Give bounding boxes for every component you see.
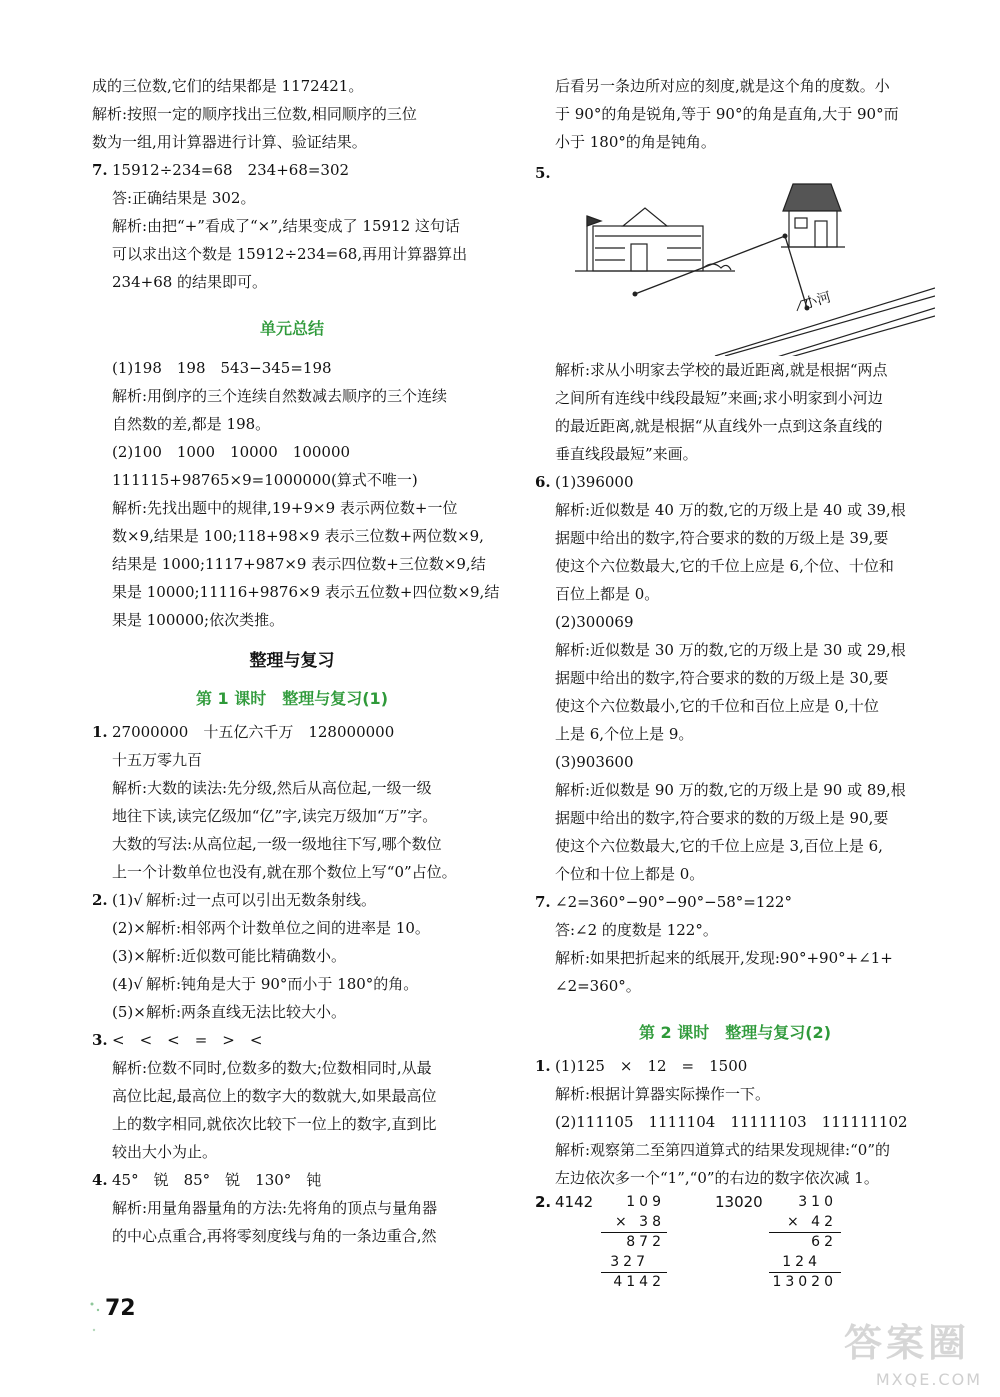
question-1	[535, 1052, 935, 1080]
analysis-line: 解析:如果把折起来的纸展开,发现:90°+90°+∠1+	[555, 949, 893, 967]
house-icon	[781, 184, 845, 247]
question-2-item	[92, 942, 492, 970]
school-icon	[575, 208, 735, 271]
answer: 13020	[715, 1193, 763, 1211]
answer-line: 十五万零九百	[112, 751, 203, 769]
question-7	[535, 888, 935, 916]
question-number: 1.	[535, 1057, 551, 1075]
analysis-line: 使这个六位数最小,它的千位和百位上应是 0,十位	[555, 697, 879, 715]
analysis-line: 据题中给出的数字,符合要求的数的万级上是 39,要	[555, 529, 889, 547]
decorative-dots-icon	[88, 1300, 102, 1340]
answer-line: (2)100 1000 10000 100000	[112, 443, 351, 461]
judgement-mark: (4)√	[112, 975, 143, 993]
calc-b-partial-1: 62	[811, 1234, 837, 1250]
analysis-text: 解析:钝角是大于 90°而小于 180°的角。	[146, 975, 419, 993]
analysis-line: 果是 100000;依次类推。	[112, 611, 285, 629]
question-2-item	[92, 998, 492, 1026]
section-heading-review: 整理与复习	[249, 651, 335, 671]
answer: (1)396000	[555, 473, 634, 491]
judgement-mark: (2)×	[112, 919, 146, 937]
analysis-line: 解析:按照一定的顺序找出三位数,相同顺序的三位	[92, 105, 417, 123]
analysis-line: 后看另一条边所对应的刻度,就是这个角的度数。小	[555, 77, 890, 95]
calc-a-multiplicand: 109	[626, 1194, 665, 1210]
analysis-line: 垂直线段最短”来画。	[555, 445, 698, 463]
analysis-line: 解析:根据计算器实际操作一下。	[555, 1085, 771, 1103]
analysis-line: 结果是 1000;1117+987×9 表示四位数+三位数×9,结	[112, 555, 486, 573]
analysis-line: 左边依次多一个“1”,“0”的右边的数字依次减 1。	[555, 1169, 879, 1187]
judgement-mark: (3)×	[112, 947, 146, 965]
analysis-line: 解析:由把“+”看成了“×”,结果变成了 15912 这句话	[112, 217, 460, 235]
analysis-line: 较出大小为止。	[112, 1143, 218, 1161]
river-label: 小河	[801, 289, 833, 313]
calc-a-result: 4142	[613, 1274, 665, 1290]
analysis-line: 据题中给出的数字,符合要求的数的万级上是 90,要	[555, 809, 889, 827]
analysis-line: 之间所有连线中线段最短”来画;求小明家到小河边	[555, 389, 883, 407]
analysis-line: 个位和十位上都是 0。	[555, 865, 705, 883]
answer: < < < = > <	[112, 1031, 263, 1049]
analysis-line: 果是 10000;11116+9876×9 表示五位数+四位数×9,结	[112, 583, 500, 601]
analysis-line: ∠2=360°。	[555, 977, 641, 995]
text-line: 成的三位数,它们的结果都是 1172421。	[92, 77, 364, 95]
question-4	[92, 1166, 492, 1194]
watermark-url: MXQE.COM	[875, 1370, 982, 1389]
analysis-line: 234+68 的结果即可。	[112, 273, 268, 291]
judgement-mark: (1)√	[112, 891, 143, 909]
analysis-line: 解析:大数的读法:先分级,然后从高位起,一级一级	[112, 779, 432, 797]
answer: 4142	[555, 1193, 594, 1211]
analysis-text: 解析:近似数可能比精确数小。	[146, 947, 347, 965]
analysis-line: 可以求出这个数是 15912÷234=68,再用计算器算出	[112, 245, 468, 263]
calc-a-multiplier: × 38	[615, 1214, 665, 1230]
analysis-line: 解析:用量角器量角的方法:先将角的顶点与量角器	[112, 1199, 438, 1217]
analysis-line: 解析:用倒序的三个连续自然数减去顺序的三个连续	[112, 387, 448, 405]
question-number: 7.	[535, 893, 551, 911]
answer-line: (1)198 198 543−345=198	[112, 359, 332, 377]
answer-line: (2)111105 1111104 11111103 111111102	[555, 1113, 908, 1131]
question-number: 2.	[535, 1193, 552, 1211]
analysis-line: 数为一组,用计算器进行计算、验证结果。	[92, 133, 367, 151]
analysis-line: 解析:求从小明家去学校的最近距离,就是根据“两点	[555, 361, 888, 379]
question-2-item	[92, 886, 492, 914]
question-number: 4.	[92, 1171, 108, 1189]
analysis-line: 高位比起,最高位上的数字大的数就大,如果最高位	[112, 1087, 437, 1105]
analysis-line: 自然数的差,都是 198。	[112, 415, 271, 433]
analysis-line: 使这个六位数最大,它的千位上应是 3,百位上是 6,	[555, 837, 883, 855]
equation: ∠2=360°−90°−90°−58°=122°	[555, 893, 792, 911]
answer-line: 答:正确结果是 302。	[112, 189, 256, 207]
question-2-item	[92, 914, 492, 942]
analysis-text: 解析:相邻两个计数单位之间的进率是 10。	[146, 919, 430, 937]
answer-line: (2)300069	[555, 613, 634, 631]
lesson-heading-2: 第 2 课时 整理与复习(2)	[638, 1023, 832, 1042]
answer-line: 111115+98765×9=1000000(算式不唯一)	[112, 471, 418, 489]
section-heading-unit-summary: 单元总结	[259, 319, 324, 338]
answer-line: 答:∠2 的度数是 122°。	[555, 921, 718, 939]
answer: (1)125 × 12 = 1500	[555, 1057, 748, 1075]
question-5-figure	[535, 156, 935, 356]
judgement-mark: (5)×	[112, 1003, 146, 1021]
question-2-item	[92, 970, 492, 998]
analysis-line: 的最近距离,就是根据“从直线外一点到这条直线的	[555, 417, 883, 435]
left-column	[92, 72, 500, 1250]
analysis-line: 解析:近似数是 90 万的数,它的万级上是 90 或 89,根	[555, 781, 906, 799]
analysis-line: 上是 6,个位上是 9。	[555, 725, 694, 743]
analysis-line: 百位上都是 0。	[555, 585, 660, 603]
analysis-line: 大数的写法:从高位起,一级一级地往下写,哪个数位	[112, 835, 442, 853]
question-number: 1.	[92, 723, 108, 741]
lesson-heading-1: 第 1 课时 整理与复习(1)	[195, 689, 389, 708]
answer-line: (3)903600	[555, 753, 634, 771]
question-number: 2.	[92, 891, 108, 909]
calc-b-multiplicand: 310	[798, 1194, 837, 1210]
analysis-line: 解析:位数不同时,位数多的数大;位数相同时,从最	[112, 1059, 432, 1077]
question-7	[92, 156, 492, 184]
calc-b-multiplier: × 42	[787, 1214, 837, 1230]
analysis-line: 上一个计数单位也没有,就在那个数位上写“0”占位。	[112, 863, 457, 881]
analysis-line: 解析:近似数是 40 万的数,它的万级上是 40 或 39,根	[555, 501, 906, 519]
analysis-text: 解析:过一点可以引出无数条射线。	[146, 891, 377, 909]
analysis-line: 解析:观察第二至第四道算式的结果发现规律:“0”的	[555, 1141, 890, 1159]
analysis-line: 地往下读,读完亿级加“亿”字,读完万级加“万”字。	[112, 807, 438, 825]
calc-b-partial-2: 124	[782, 1254, 821, 1270]
question-1	[92, 718, 492, 746]
question-number: 5.	[535, 164, 551, 182]
calc-b-result: 13020	[772, 1274, 837, 1290]
calc-a-partial-2: 327	[610, 1254, 649, 1270]
analysis-line: 上的数字相同,就依次比较下一位上的数字,直到比	[112, 1115, 437, 1133]
question-number: 3.	[92, 1031, 108, 1049]
calc-a-partial-1: 872	[626, 1234, 665, 1250]
page-number: 72	[105, 1296, 136, 1321]
analysis-line: 解析:先找出题中的规律,19+9×9 表示两位数+一位	[112, 499, 458, 517]
analysis-line: 解析:近似数是 30 万的数,它的万级上是 30 或 29,根	[555, 641, 906, 659]
answer: 27000000 十五亿六千万 128000000	[112, 723, 395, 741]
question-number: 7.	[92, 161, 108, 179]
analysis-line: 小于 180°的角是钝角。	[555, 133, 716, 151]
analysis-line: 于 90°的角是锐角,等于 90°的角是直角,大于 90°而	[555, 105, 899, 123]
question-6	[535, 468, 935, 496]
analysis-line: 的中心点重合,再将零刻度线与角的一条边重合,然	[112, 1227, 437, 1245]
analysis-line: 据题中给出的数字,符合要求的数的万级上是 30,要	[555, 669, 889, 687]
right-column	[535, 72, 935, 1292]
watermark-logo: 答案圈	[843, 1321, 970, 1365]
answer: 45° 锐 85° 锐 130° 钝	[112, 1171, 322, 1189]
school-house-river-diagram	[535, 156, 935, 356]
question-3	[92, 1026, 492, 1054]
question-number: 6.	[535, 473, 551, 491]
equation: 15912÷234=68 234+68=302	[112, 161, 350, 179]
analysis-text: 解析:两条直线无法比较大小。	[146, 1003, 347, 1021]
analysis-line: 数×9,结果是 100;118+98×9 表示三位数+两位数×9,	[112, 527, 484, 545]
question-2-vertical-multiplication	[535, 1192, 935, 1292]
analysis-line: 使这个六位数最大,它的千位上应是 6,个位、十位和	[555, 557, 894, 575]
